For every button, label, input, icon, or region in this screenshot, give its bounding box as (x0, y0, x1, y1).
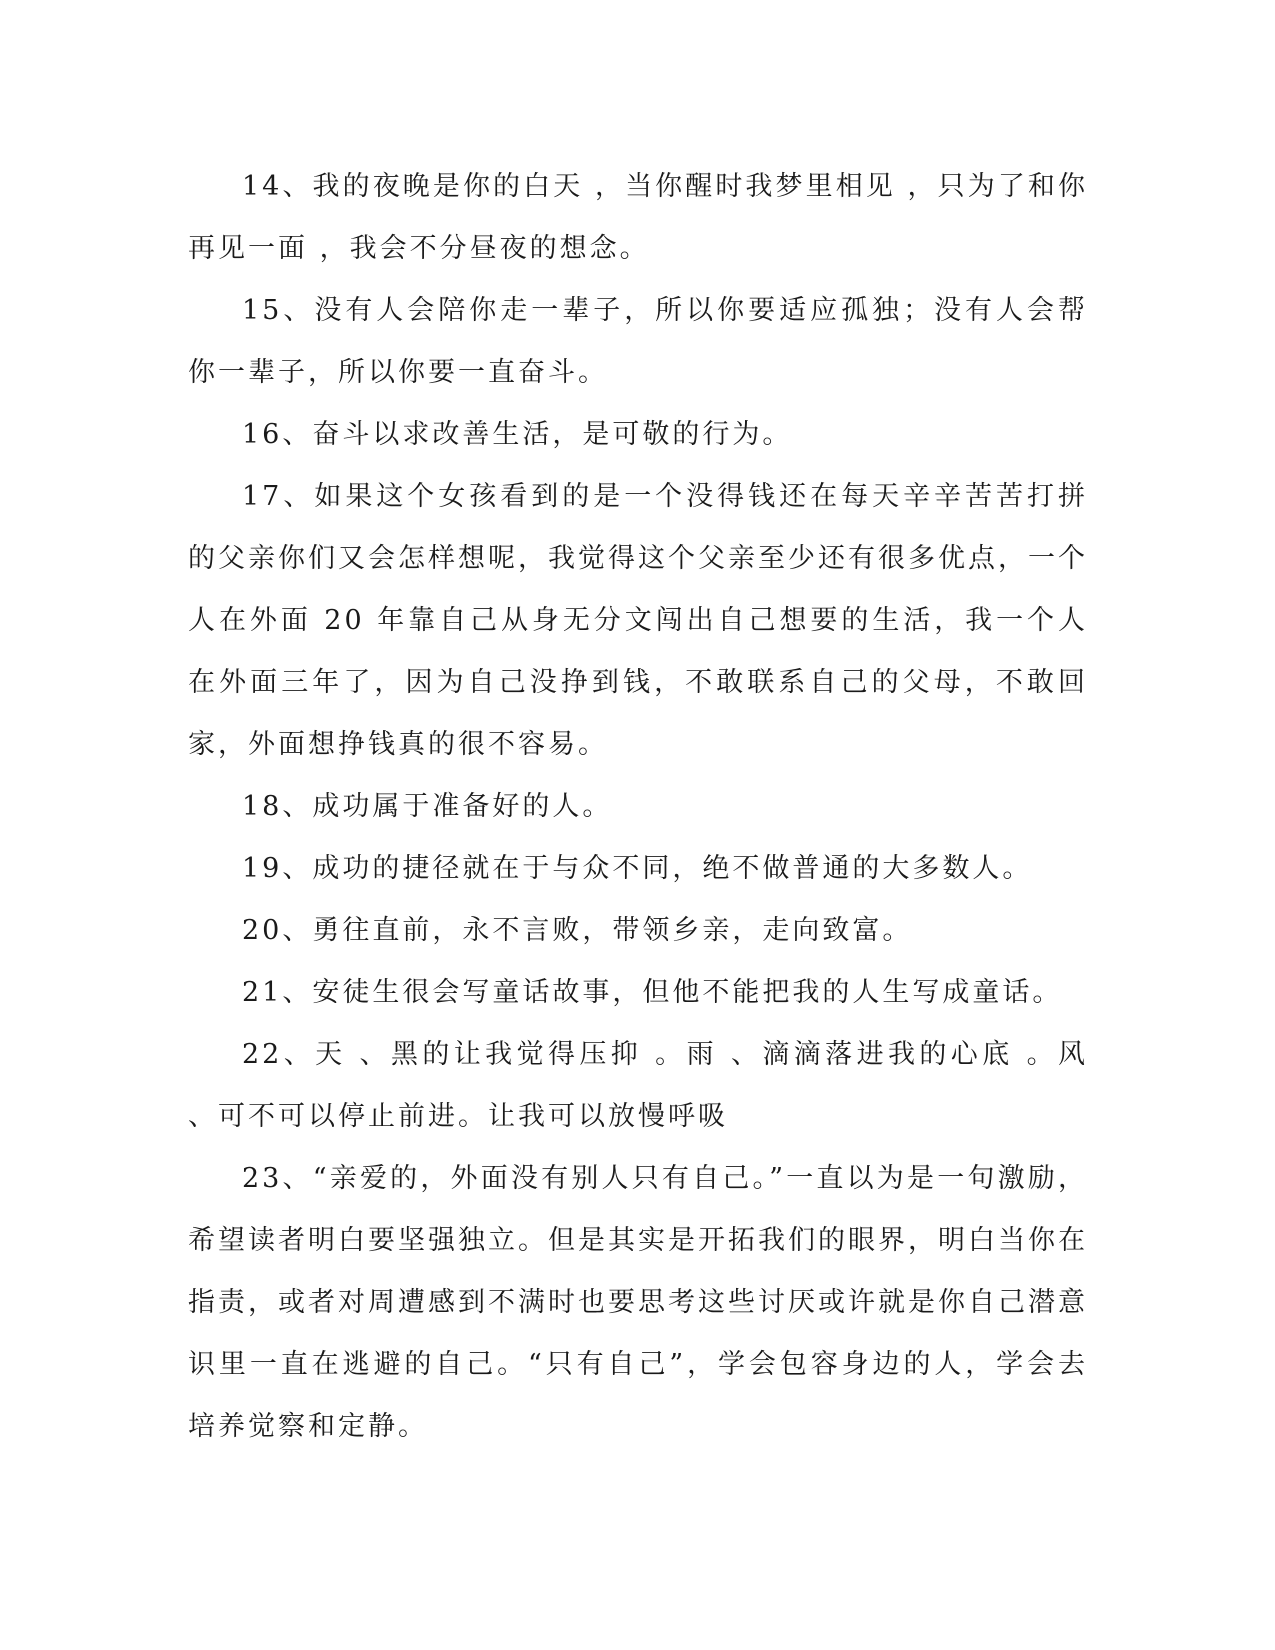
paragraph-14: 14、我的夜晚是你的白天 ，当你醒时我梦里相见 ，只为了和你再见一面 ，我会不分昼夜的想念。 (188, 171, 1088, 264)
paragraph-22: 22、天 、黑的让我觉得压抑 。雨 、滴滴落进我的心底 。风 、可不可以停止前进。让我可以放慢呼吸 (188, 1039, 1088, 1132)
paragraph-18: 18、成功属于准备好的人。 (242, 791, 613, 822)
document-body (188, 156, 1088, 1458)
paragraph-23: 23、“亲爱的，外面没有别人只有自己。”一直以为是一句激励，希望读者明白要坚强独立。但是其实是开拓我们的眼界，明白当你在指责，或者对周遭感到不满时也要思考这些讨厌或许就是你自己潜意识里一直在逃避的自己。“只有自己”，学会包容身边的人，学会去培养觉察和定静。 (188, 1163, 1088, 1442)
paragraph-15: 15、没有人会陪你走一辈子，所以你要适应孤独；没有人会帮你一辈子，所以你要一直奋斗。 (188, 295, 1088, 388)
paragraph-16: 16、奋斗以求改善生活，是可敬的行为。 (242, 419, 793, 450)
paragraph-17: 17、如果这个女孩看到的是一个没得钱还在每天辛辛苦苦打拼的父亲你们又会怎样想呢，我觉得这个父亲至少还有很多优点，一个人在外面 20 年靠自己从身无分文闯出自己想要的生活，我一个人在外面三年了，因为自己没挣到钱，不敢联系自己的父母，不敢回家，外面想挣钱真的很不容易。 (188, 481, 1088, 760)
paragraph-21: 21、安徒生很会写童话故事，但他不能把我的人生写成童话。 (242, 977, 1063, 1008)
paragraph-19: 19、成功的捷径就在于与众不同，绝不做普通的大多数人。 (242, 853, 1033, 884)
paragraph-20: 20、勇往直前，永不言败，带领乡亲，走向致富。 (242, 915, 913, 946)
